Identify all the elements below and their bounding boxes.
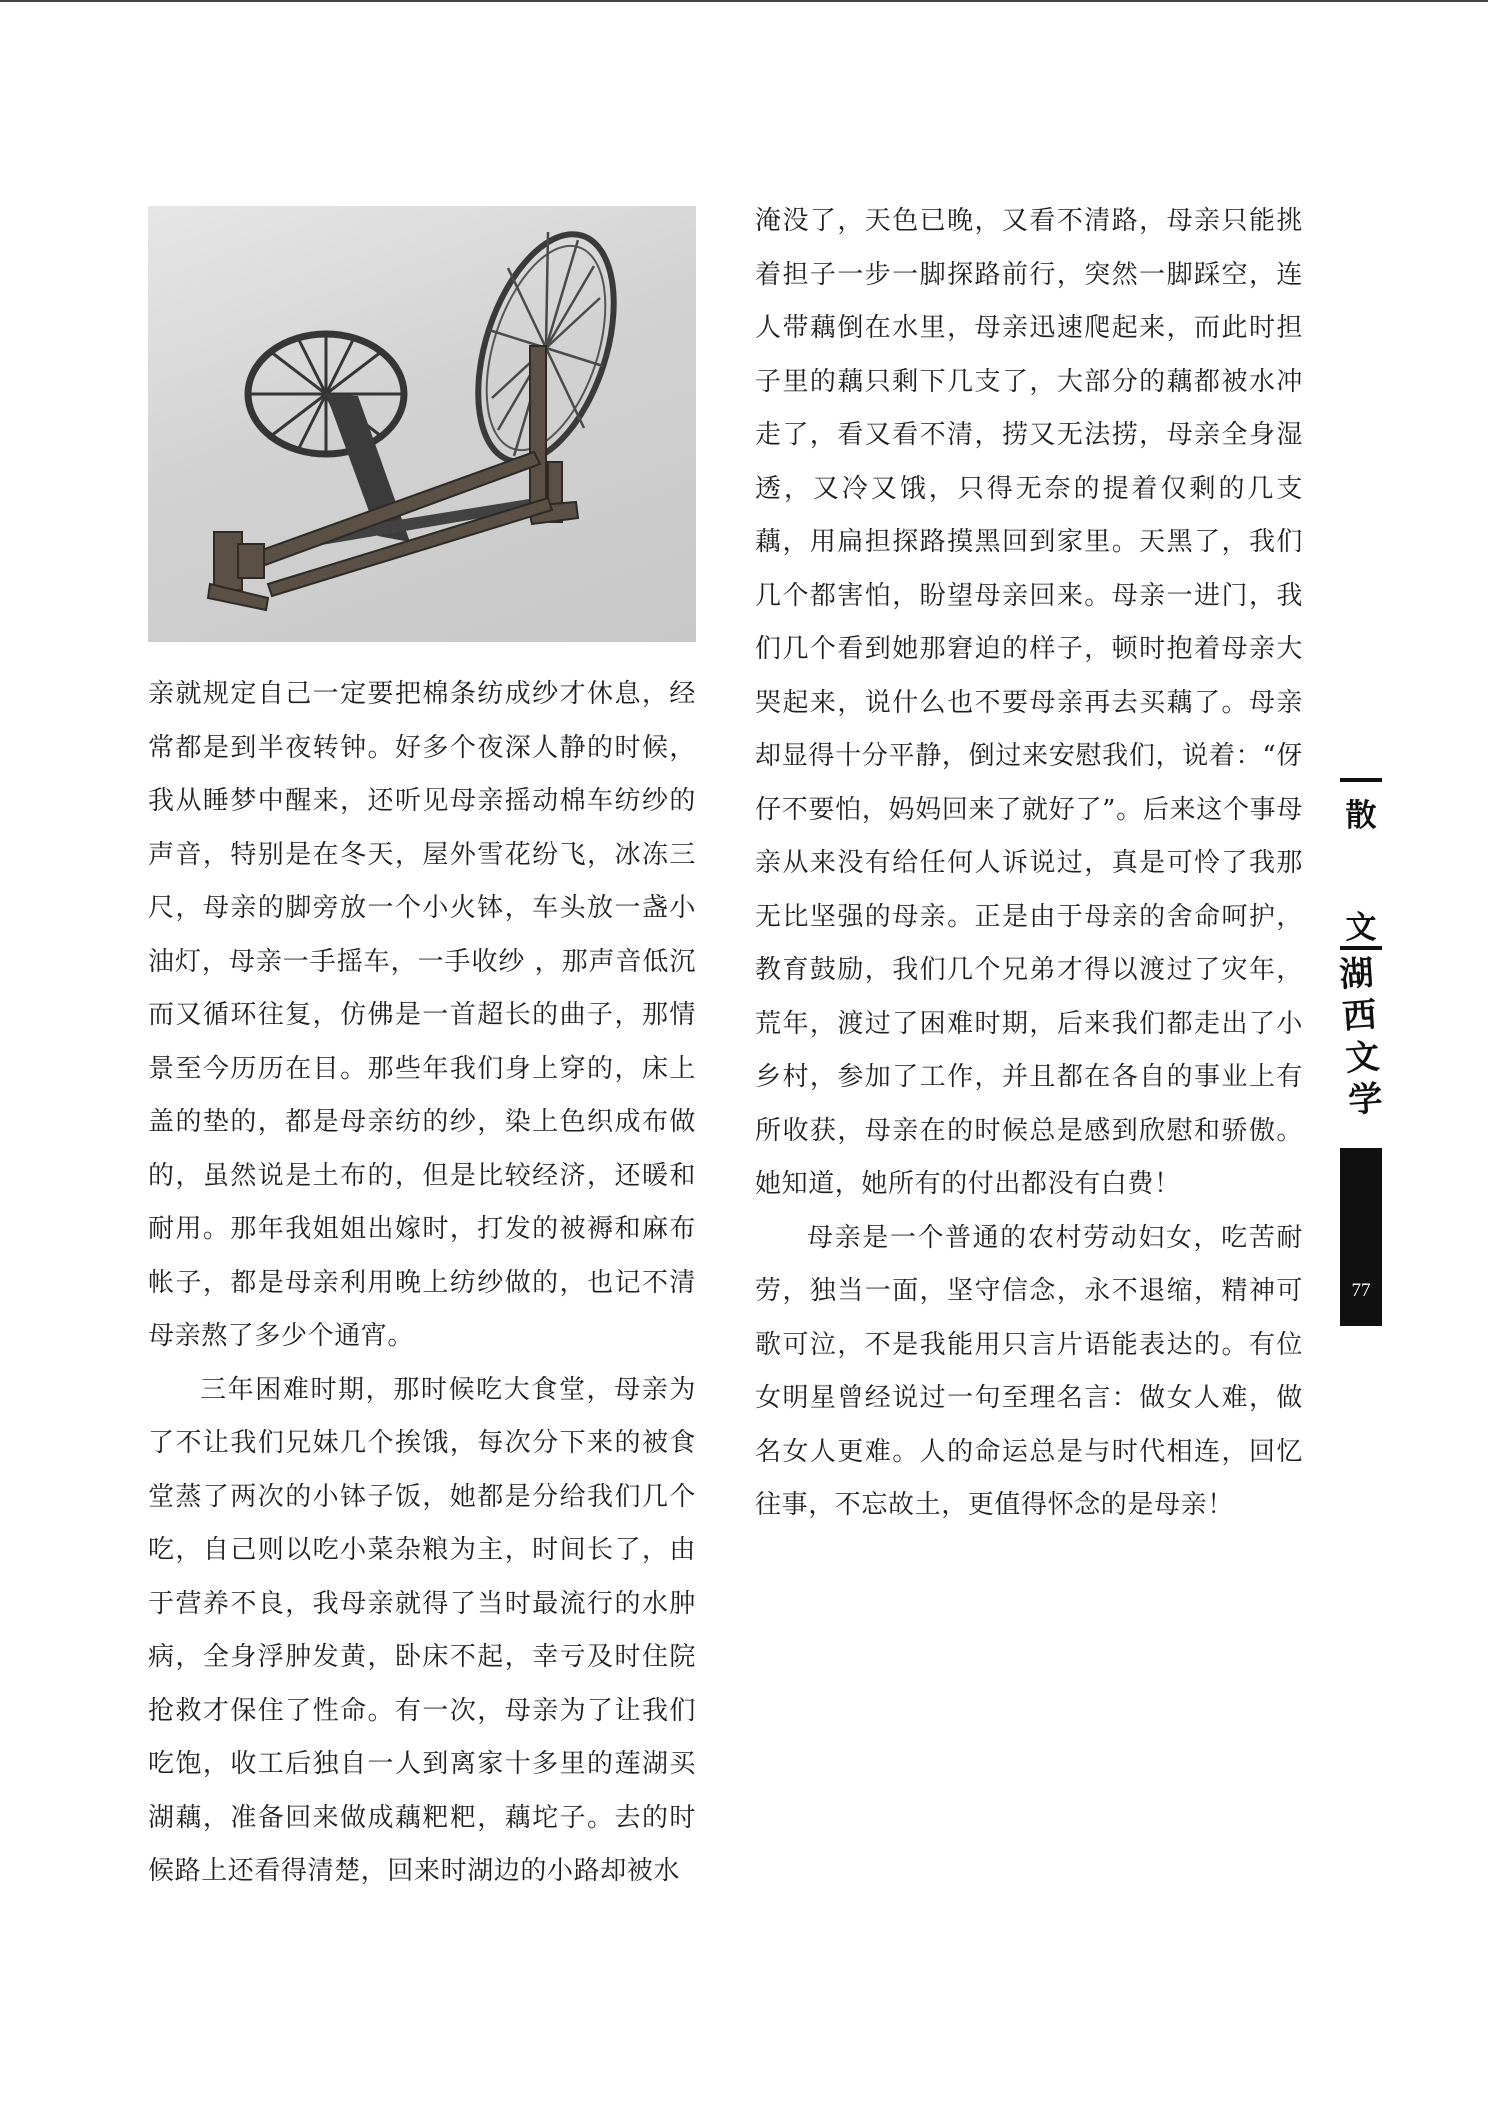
wheel-frame (208, 346, 578, 610)
body-paragraph: 亲就规定自己一定要把棉条纺成纱才休息，经常都是到半夜转钟。好多个夜深人静的时候，我从睡梦中醒来，还听见母亲摇动棉车纺纱的声音，特别是在冬天，屋外雪花纷飞，冰冻三尺，母亲的脚旁放一个小火钵，车头放一盏小油灯，母亲一手摇车，一手收纱 ，那声音低沉而又循环往复，仿佛是一首超长的曲子，那情景至今历历在目。那些年我们身上穿的，床上盖的垫的，都是母亲纺的纱，染上色织成布做的，虽然说是土布的，但是比较经济，还暖和耐用。那年我姐姐出嫁时，打发的被褥和麻布帐子，都是母亲利用晚上纺纱做的，也记不清母亲熬了多少个通宵。 (148, 679, 696, 1351)
section-label-char: 文 (1345, 910, 1377, 946)
right-text-column (755, 195, 1303, 1533)
section-label-char: 散 (1345, 798, 1377, 834)
brand-char: 文 (1344, 1036, 1381, 1080)
brand-char: 学 (1347, 1078, 1384, 1121)
spinning-wheel-photo (148, 206, 696, 642)
brand-char: 湖 (1338, 953, 1375, 996)
left-text-column (148, 668, 696, 1899)
tab-rule (1340, 946, 1382, 950)
spinning-wheel-illustration (148, 206, 696, 642)
brand-char: 西 (1341, 994, 1378, 1038)
page-number-block (1340, 1148, 1382, 1326)
magazine-brand-calligraphy (1334, 952, 1388, 1123)
body-paragraph: 母亲是一个普通的农村劳动妇女，吃苦耐劳，独当一面，坚守信念，永不退缩，精神可歌可泣，不是我能用只言片语能表达的。有位女明星曾经说过一句至理名言：做女人难，做名女人更难。人的命运总是与时代相连，回忆往事，不忘故土，更值得怀念的是母亲！ (755, 1222, 1303, 1520)
page-number: 77 (1351, 1280, 1371, 1301)
top-border-rule (0, 0, 1488, 2)
body-paragraph: 三年困难时期，那时候吃大食堂，母亲为了不让我们兄妹几个挨饿，每次分下来的被食堂蒸了两次的小钵子饭，她都是分给我们几个吃，自己则以吃小菜杂粮为主，时间长了，由于营养不良，我母亲就得了当时最流行的水肿病，全身浮肿发黄，卧床不起，幸亏及时住院抢救才保住了性命。有一次，母亲为了让我们吃饱，收工后独自一人到离家十多里的莲湖买湖藕，准备回来做成藕粑粑，藕坨子。去的时候路上还看得清楚，回来时湖边的小路却被水 (148, 1374, 696, 1886)
body-paragraph: 淹没了，天色已晚，又看不清路，母亲只能挑着担子一步一脚探路前行，突然一脚踩空，连人带藕倒在水里，母亲迅速爬起来，而此时担子里的藕只剩下几支了，大部分的藕都被水冲走了，看又看不清，捞又无法捞，母亲全身湿透，又冷又饿，只得无奈的提着仅剩的几支藕，用扁担探路摸黑回到家里。天黑了，我们几个都害怕，盼望母亲回来。母亲一进门，我们几个看到她那窘迫的样子，顿时抱着母亲大哭起来，说什么也不要母亲再去买藕了。母亲却显得十分平静，倒过来安慰我们，说着：“伢仔不要怕，妈妈回来了就好了”。后来这个事母亲从来没有给任何人诉说过，真是可怜了我那无比坚强的母亲。正是由于母亲的舍命呵护，教育鼓励，我们几个兄弟才得以渡过了灾年，荒年，渡过了困难时期，后来我们都走出了小乡村，参加了工作，并且都在各自的事业上有所收获，母亲在的时候总是感到欣慰和骄傲。她知道，她所有的付出都没有白费！ (755, 206, 1303, 1199)
tab-rule (1340, 778, 1382, 782)
